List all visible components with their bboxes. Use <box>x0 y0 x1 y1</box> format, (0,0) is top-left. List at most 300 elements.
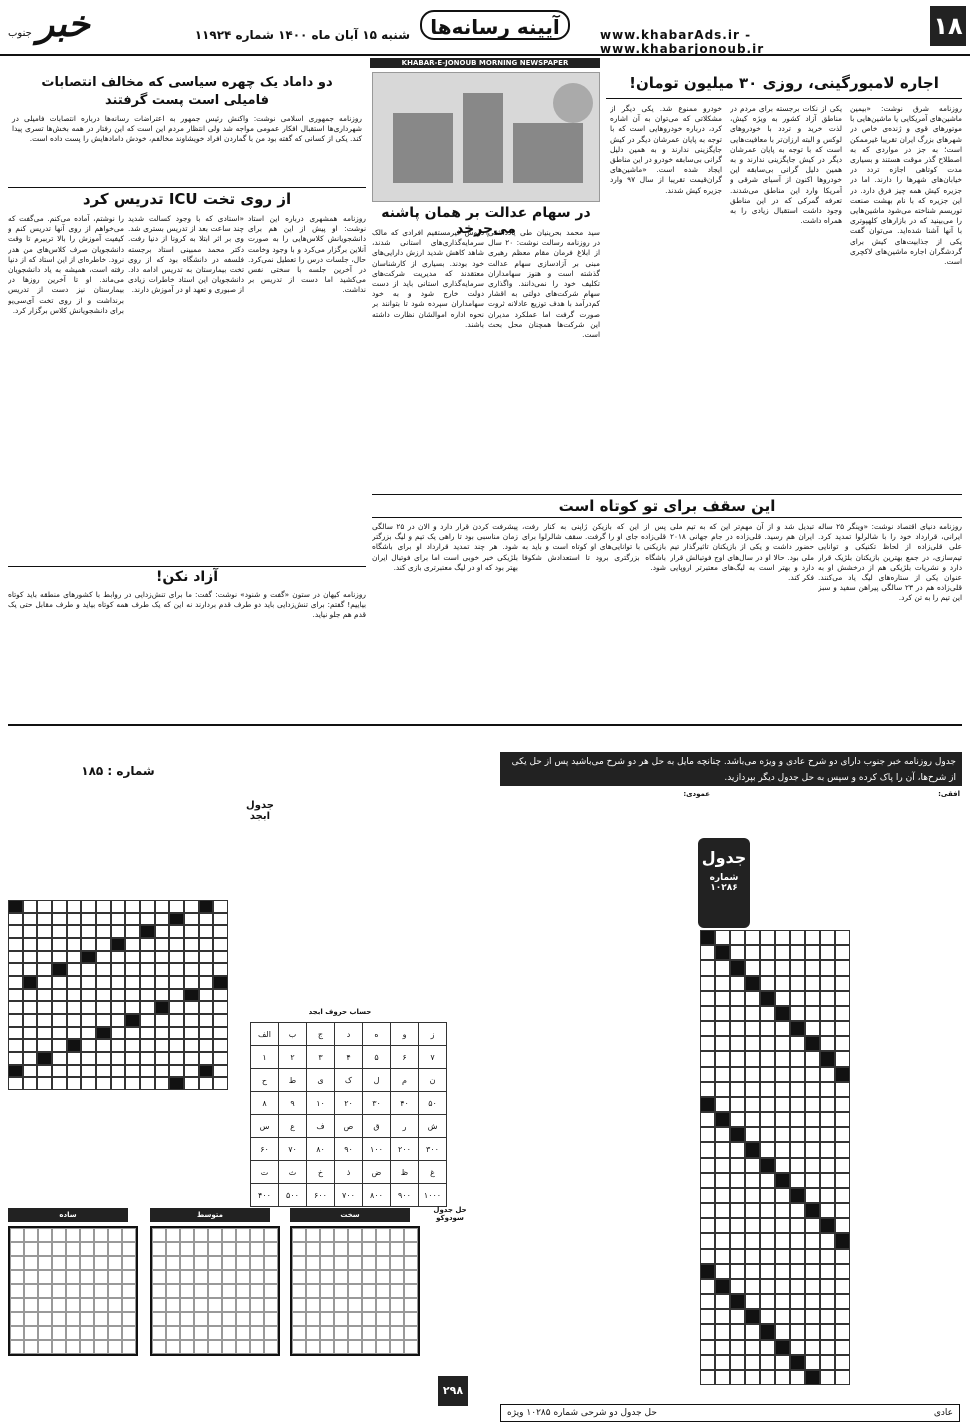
crossword-cell[interactable] <box>715 1264 730 1279</box>
crossword-cell[interactable] <box>715 1233 730 1248</box>
crossword-cell[interactable] <box>715 991 730 1006</box>
abjad-cell[interactable] <box>8 1052 23 1065</box>
sudoku-cell[interactable] <box>306 1270 320 1284</box>
crossword-cell[interactable] <box>730 1340 745 1355</box>
abjad-cell[interactable] <box>169 1001 184 1014</box>
sudoku-cell[interactable] <box>306 1242 320 1256</box>
crossword-cell[interactable] <box>730 1188 745 1203</box>
sudoku-cell[interactable] <box>152 1284 166 1298</box>
sudoku-cell[interactable] <box>236 1256 250 1270</box>
crossword-cell[interactable] <box>760 991 775 1006</box>
abjad-cell[interactable] <box>81 925 96 938</box>
crossword-cell[interactable] <box>790 1218 805 1233</box>
abjad-cell[interactable] <box>125 900 140 913</box>
sudoku-cell[interactable] <box>348 1340 362 1354</box>
crossword-cell[interactable] <box>760 1006 775 1021</box>
sudoku-cell[interactable] <box>38 1284 52 1298</box>
crossword-cell[interactable] <box>790 1142 805 1157</box>
sudoku-cell[interactable] <box>320 1242 334 1256</box>
abjad-cell[interactable] <box>125 1039 140 1052</box>
sudoku-cell[interactable] <box>108 1312 122 1326</box>
abjad-cell[interactable] <box>155 1039 170 1052</box>
abjad-cell[interactable] <box>8 938 23 951</box>
crossword-cell[interactable] <box>700 1097 715 1112</box>
abjad-cell[interactable] <box>52 1039 67 1052</box>
sudoku-cell[interactable] <box>306 1326 320 1340</box>
crossword-cell[interactable] <box>835 1173 850 1188</box>
crossword-cell[interactable] <box>715 1173 730 1188</box>
sudoku-cell[interactable] <box>320 1228 334 1242</box>
sudoku-cell[interactable] <box>10 1326 24 1340</box>
abjad-cell[interactable] <box>37 925 52 938</box>
crossword-cell[interactable] <box>715 1324 730 1339</box>
sudoku-cell[interactable] <box>24 1284 38 1298</box>
crossword-cell[interactable] <box>820 1158 835 1173</box>
abjad-cell[interactable] <box>37 951 52 964</box>
sudoku-cell[interactable] <box>334 1326 348 1340</box>
crossword-cell[interactable] <box>760 1021 775 1036</box>
crossword-cell[interactable] <box>715 1006 730 1021</box>
sudoku-cell[interactable] <box>108 1298 122 1312</box>
abjad-cell[interactable] <box>155 913 170 926</box>
crossword-cell[interactable] <box>775 1082 790 1097</box>
abjad-cell[interactable] <box>155 976 170 989</box>
sudoku-cell[interactable] <box>334 1242 348 1256</box>
crossword-cell[interactable] <box>730 1097 745 1112</box>
abjad-cell[interactable] <box>125 989 140 1002</box>
crossword-cell[interactable] <box>745 1142 760 1157</box>
sudoku-cell[interactable] <box>292 1270 306 1284</box>
sudoku-cell[interactable] <box>264 1284 278 1298</box>
crossword-cell[interactable] <box>790 1264 805 1279</box>
sudoku-cell[interactable] <box>390 1242 404 1256</box>
abjad-cell[interactable] <box>125 925 140 938</box>
crossword-cell[interactable] <box>745 1188 760 1203</box>
sudoku-cell[interactable] <box>52 1284 66 1298</box>
abjad-cell[interactable] <box>37 976 52 989</box>
sudoku-cell[interactable] <box>250 1270 264 1284</box>
crossword-cell[interactable] <box>745 1021 760 1036</box>
abjad-cell[interactable] <box>96 913 111 926</box>
abjad-cell[interactable] <box>67 1001 82 1014</box>
crossword-cell[interactable] <box>760 930 775 945</box>
crossword-cell[interactable] <box>775 945 790 960</box>
abjad-cell[interactable] <box>23 925 38 938</box>
abjad-cell[interactable] <box>81 989 96 1002</box>
sudoku-cell[interactable] <box>292 1340 306 1354</box>
sudoku-cell[interactable] <box>66 1256 80 1270</box>
sudoku-cell[interactable] <box>320 1256 334 1270</box>
crossword-cell[interactable] <box>760 1036 775 1051</box>
sudoku-cell[interactable] <box>52 1326 66 1340</box>
sudoku-cell[interactable] <box>404 1340 418 1354</box>
crossword-cell[interactable] <box>730 1218 745 1233</box>
crossword-cell[interactable] <box>790 1036 805 1051</box>
abjad-cell[interactable] <box>67 951 82 964</box>
sudoku-cell[interactable] <box>10 1298 24 1312</box>
abjad-cell[interactable] <box>81 1065 96 1078</box>
sudoku-cell[interactable] <box>194 1242 208 1256</box>
sudoku-cell[interactable] <box>292 1298 306 1312</box>
sudoku-cell[interactable] <box>306 1298 320 1312</box>
abjad-cell[interactable] <box>213 963 228 976</box>
sudoku-cell[interactable] <box>108 1228 122 1242</box>
sudoku-cell[interactable] <box>10 1340 24 1354</box>
sudoku-cell[interactable] <box>80 1242 94 1256</box>
crossword-cell[interactable] <box>760 1324 775 1339</box>
sudoku-cell[interactable] <box>66 1228 80 1242</box>
abjad-cell[interactable] <box>213 925 228 938</box>
sudoku-cell[interactable] <box>52 1228 66 1242</box>
abjad-cell[interactable] <box>23 951 38 964</box>
abjad-cell[interactable] <box>111 976 126 989</box>
crossword-cell[interactable] <box>775 976 790 991</box>
sudoku-cell[interactable] <box>52 1270 66 1284</box>
crossword-cell[interactable] <box>835 1067 850 1082</box>
sudoku-cell[interactable] <box>108 1270 122 1284</box>
abjad-cell[interactable] <box>81 963 96 976</box>
abjad-cell[interactable] <box>169 1027 184 1040</box>
sudoku-cell[interactable] <box>306 1284 320 1298</box>
sudoku-cell[interactable] <box>80 1228 94 1242</box>
abjad-cell[interactable] <box>155 938 170 951</box>
crossword-cell[interactable] <box>745 1279 760 1294</box>
sudoku-cell[interactable] <box>80 1340 94 1354</box>
sudoku-cell[interactable] <box>348 1298 362 1312</box>
abjad-cell[interactable] <box>81 1039 96 1052</box>
crossword-cell[interactable] <box>760 976 775 991</box>
crossword-cell[interactable] <box>715 1082 730 1097</box>
abjad-cell[interactable] <box>111 1052 126 1065</box>
abjad-cell[interactable] <box>96 1027 111 1040</box>
sudoku-cell[interactable] <box>122 1284 136 1298</box>
crossword-cell[interactable] <box>805 1294 820 1309</box>
abjad-cell[interactable] <box>125 1001 140 1014</box>
crossword-cell[interactable] <box>700 1279 715 1294</box>
abjad-cell[interactable] <box>23 1027 38 1040</box>
crossword-cell[interactable] <box>790 1324 805 1339</box>
crossword-cell[interactable] <box>745 1173 760 1188</box>
abjad-cell[interactable] <box>52 938 67 951</box>
crossword-cell[interactable] <box>745 1067 760 1082</box>
sudoku-cell[interactable] <box>38 1326 52 1340</box>
crossword-cell[interactable] <box>790 1203 805 1218</box>
sudoku-cell[interactable] <box>348 1228 362 1242</box>
crossword-cell[interactable] <box>835 1036 850 1051</box>
crossword-cell[interactable] <box>715 976 730 991</box>
abjad-cell[interactable] <box>8 1039 23 1052</box>
abjad-cell[interactable] <box>111 1001 126 1014</box>
crossword-cell[interactable] <box>790 1112 805 1127</box>
crossword-cell[interactable] <box>760 1051 775 1066</box>
sudoku-cell[interactable] <box>404 1270 418 1284</box>
abjad-cell[interactable] <box>169 1039 184 1052</box>
crossword-cell[interactable] <box>820 1279 835 1294</box>
sudoku-cell[interactable] <box>152 1242 166 1256</box>
sudoku-cell[interactable] <box>404 1298 418 1312</box>
abjad-cell[interactable] <box>81 1052 96 1065</box>
sudoku-cell[interactable] <box>24 1312 38 1326</box>
sudoku-cell[interactable] <box>94 1242 108 1256</box>
sudoku-cell[interactable] <box>80 1312 94 1326</box>
crossword-cell[interactable] <box>715 1309 730 1324</box>
abjad-cell[interactable] <box>213 989 228 1002</box>
sudoku-cell[interactable] <box>362 1340 376 1354</box>
sudoku-cell[interactable] <box>122 1270 136 1284</box>
crossword-cell[interactable] <box>820 1082 835 1097</box>
abjad-cell[interactable] <box>125 1027 140 1040</box>
abjad-cell[interactable] <box>37 1052 52 1065</box>
sudoku-cell[interactable] <box>320 1326 334 1340</box>
abjad-cell[interactable] <box>184 1027 199 1040</box>
abjad-cell[interactable] <box>23 989 38 1002</box>
crossword-cell[interactable] <box>835 1249 850 1264</box>
sudoku-cell[interactable] <box>180 1284 194 1298</box>
crossword-grid[interactable] <box>700 930 850 1385</box>
crossword-cell[interactable] <box>700 1127 715 1142</box>
sudoku-cell[interactable] <box>292 1312 306 1326</box>
sudoku-cell[interactable] <box>52 1242 66 1256</box>
sudoku-cell[interactable] <box>38 1270 52 1284</box>
crossword-cell[interactable] <box>730 1021 745 1036</box>
abjad-cell[interactable] <box>169 1065 184 1078</box>
crossword-cell[interactable] <box>820 1173 835 1188</box>
abjad-cell[interactable] <box>155 1052 170 1065</box>
crossword-cell[interactable] <box>700 1021 715 1036</box>
crossword-cell[interactable] <box>760 1340 775 1355</box>
crossword-cell[interactable] <box>745 1233 760 1248</box>
sudoku-cell[interactable] <box>80 1256 94 1270</box>
crossword-cell[interactable] <box>760 1279 775 1294</box>
sudoku-cell[interactable] <box>250 1340 264 1354</box>
crossword-cell[interactable] <box>820 1233 835 1248</box>
sudoku-cell[interactable] <box>264 1242 278 1256</box>
sudoku-cell[interactable] <box>236 1228 250 1242</box>
sudoku-cell[interactable] <box>166 1312 180 1326</box>
crossword-cell[interactable] <box>790 991 805 1006</box>
abjad-cell[interactable] <box>184 1065 199 1078</box>
sudoku-cell[interactable] <box>222 1228 236 1242</box>
sudoku-cell[interactable] <box>52 1312 66 1326</box>
crossword-cell[interactable] <box>745 1218 760 1233</box>
crossword-cell[interactable] <box>820 1188 835 1203</box>
sudoku-cell[interactable] <box>152 1340 166 1354</box>
crossword-cell[interactable] <box>775 930 790 945</box>
abjad-cell[interactable] <box>37 1065 52 1078</box>
sudoku-cell[interactable] <box>222 1242 236 1256</box>
crossword-cell[interactable] <box>700 945 715 960</box>
sudoku-cell[interactable] <box>334 1270 348 1284</box>
abjad-cell[interactable] <box>37 1027 52 1040</box>
abjad-cell[interactable] <box>213 1039 228 1052</box>
crossword-cell[interactable] <box>790 1279 805 1294</box>
crossword-cell[interactable] <box>730 1370 745 1385</box>
abjad-cell[interactable] <box>52 1077 67 1090</box>
crossword-cell[interactable] <box>760 1158 775 1173</box>
crossword-cell[interactable] <box>790 1097 805 1112</box>
sudoku-cell[interactable] <box>362 1326 376 1340</box>
crossword-cell[interactable] <box>805 1188 820 1203</box>
abjad-cell[interactable] <box>169 989 184 1002</box>
sudoku-cell[interactable] <box>348 1326 362 1340</box>
sudoku-cell[interactable] <box>180 1256 194 1270</box>
sudoku-cell[interactable] <box>66 1270 80 1284</box>
crossword-cell[interactable] <box>775 1355 790 1370</box>
crossword-cell[interactable] <box>745 1097 760 1112</box>
abjad-cell[interactable] <box>169 1077 184 1090</box>
crossword-cell[interactable] <box>820 1218 835 1233</box>
sudoku-cell[interactable] <box>208 1228 222 1242</box>
abjad-cell[interactable] <box>199 976 214 989</box>
abjad-cell[interactable] <box>67 1039 82 1052</box>
crossword-cell[interactable] <box>835 1158 850 1173</box>
sudoku-cell[interactable] <box>404 1326 418 1340</box>
crossword-cell[interactable] <box>790 1173 805 1188</box>
abjad-cell[interactable] <box>213 938 228 951</box>
abjad-cell[interactable] <box>37 1001 52 1014</box>
abjad-cell[interactable] <box>37 963 52 976</box>
crossword-cell[interactable] <box>820 1036 835 1051</box>
abjad-cell[interactable] <box>81 1014 96 1027</box>
abjad-cell[interactable] <box>81 1077 96 1090</box>
crossword-cell[interactable] <box>775 1264 790 1279</box>
crossword-cell[interactable] <box>835 1021 850 1036</box>
abjad-cell[interactable] <box>199 1077 214 1090</box>
abjad-cell[interactable] <box>81 913 96 926</box>
abjad-cell[interactable] <box>23 1052 38 1065</box>
abjad-cell[interactable] <box>37 938 52 951</box>
sudoku-cell[interactable] <box>390 1270 404 1284</box>
crossword-cell[interactable] <box>700 1051 715 1066</box>
crossword-cell[interactable] <box>715 1158 730 1173</box>
abjad-cell[interactable] <box>199 1065 214 1078</box>
sudoku-cell[interactable] <box>122 1340 136 1354</box>
sudoku-easy[interactable] <box>8 1226 138 1356</box>
sudoku-cell[interactable] <box>180 1312 194 1326</box>
crossword-cell[interactable] <box>760 1355 775 1370</box>
sudoku-cell[interactable] <box>390 1298 404 1312</box>
crossword-cell[interactable] <box>760 1188 775 1203</box>
sudoku-cell[interactable] <box>362 1242 376 1256</box>
sudoku-cell[interactable] <box>180 1228 194 1242</box>
sudoku-cell[interactable] <box>122 1312 136 1326</box>
abjad-cell[interactable] <box>81 951 96 964</box>
abjad-cell[interactable] <box>81 900 96 913</box>
abjad-cell[interactable] <box>140 938 155 951</box>
abjad-cell[interactable] <box>184 989 199 1002</box>
crossword-cell[interactable] <box>835 960 850 975</box>
crossword-cell[interactable] <box>745 1006 760 1021</box>
crossword-cell[interactable] <box>760 1370 775 1385</box>
crossword-cell[interactable] <box>730 1158 745 1173</box>
crossword-cell[interactable] <box>820 1264 835 1279</box>
sudoku-cell[interactable] <box>264 1312 278 1326</box>
abjad-cell[interactable] <box>67 900 82 913</box>
sudoku-cell[interactable] <box>38 1228 52 1242</box>
abjad-cell[interactable] <box>67 1077 82 1090</box>
abjad-cell[interactable] <box>111 925 126 938</box>
abjad-cell[interactable] <box>125 938 140 951</box>
crossword-cell[interactable] <box>805 1249 820 1264</box>
sudoku-cell[interactable] <box>122 1228 136 1242</box>
crossword-cell[interactable] <box>790 930 805 945</box>
sudoku-cell[interactable] <box>194 1270 208 1284</box>
sudoku-cell[interactable] <box>306 1312 320 1326</box>
crossword-cell[interactable] <box>790 1067 805 1082</box>
sudoku-cell[interactable] <box>152 1298 166 1312</box>
abjad-cell[interactable] <box>199 938 214 951</box>
crossword-cell[interactable] <box>760 1264 775 1279</box>
crossword-cell[interactable] <box>730 1067 745 1082</box>
abjad-cell[interactable] <box>169 976 184 989</box>
crossword-cell[interactable] <box>775 1051 790 1066</box>
crossword-cell[interactable] <box>760 1173 775 1188</box>
sudoku-cell[interactable] <box>94 1228 108 1242</box>
crossword-cell[interactable] <box>835 1006 850 1021</box>
crossword-cell[interactable] <box>700 1355 715 1370</box>
crossword-cell[interactable] <box>790 976 805 991</box>
abjad-cell[interactable] <box>96 963 111 976</box>
sudoku-cell[interactable] <box>306 1256 320 1270</box>
crossword-cell[interactable] <box>835 1264 850 1279</box>
sudoku-cell[interactable] <box>362 1312 376 1326</box>
sudoku-cell[interactable] <box>390 1312 404 1326</box>
abjad-cell[interactable] <box>52 1027 67 1040</box>
crossword-cell[interactable] <box>835 1324 850 1339</box>
crossword-cell[interactable] <box>730 1355 745 1370</box>
sudoku-cell[interactable] <box>194 1256 208 1270</box>
abjad-cell[interactable] <box>37 913 52 926</box>
crossword-cell[interactable] <box>835 1112 850 1127</box>
abjad-cell[interactable] <box>199 989 214 1002</box>
sudoku-cell[interactable] <box>320 1340 334 1354</box>
abjad-cell[interactable] <box>169 1014 184 1027</box>
crossword-cell[interactable] <box>760 1233 775 1248</box>
crossword-cell[interactable] <box>745 930 760 945</box>
crossword-cell[interactable] <box>730 1203 745 1218</box>
crossword-cell[interactable] <box>775 1203 790 1218</box>
crossword-cell[interactable] <box>775 991 790 1006</box>
abjad-cell[interactable] <box>37 900 52 913</box>
abjad-cell[interactable] <box>199 963 214 976</box>
sudoku-cell[interactable] <box>334 1284 348 1298</box>
sudoku-cell[interactable] <box>108 1340 122 1354</box>
sudoku-cell[interactable] <box>292 1326 306 1340</box>
abjad-cell[interactable] <box>111 1014 126 1027</box>
crossword-cell[interactable] <box>820 930 835 945</box>
crossword-cell[interactable] <box>745 991 760 1006</box>
abjad-cell[interactable] <box>213 1014 228 1027</box>
sudoku-cell[interactable] <box>52 1298 66 1312</box>
crossword-cell[interactable] <box>730 1294 745 1309</box>
abjad-cell[interactable] <box>8 1065 23 1078</box>
abjad-cell[interactable] <box>140 963 155 976</box>
crossword-cell[interactable] <box>730 1279 745 1294</box>
sudoku-cell[interactable] <box>166 1284 180 1298</box>
crossword-cell[interactable] <box>835 1233 850 1248</box>
sudoku-cell[interactable] <box>362 1270 376 1284</box>
crossword-cell[interactable] <box>760 1203 775 1218</box>
abjad-cell[interactable] <box>81 1001 96 1014</box>
crossword-cell[interactable] <box>700 976 715 991</box>
sudoku-cell[interactable] <box>94 1298 108 1312</box>
sudoku-cell[interactable] <box>208 1298 222 1312</box>
sudoku-cell[interactable] <box>236 1340 250 1354</box>
sudoku-cell[interactable] <box>362 1228 376 1242</box>
sudoku-cell[interactable] <box>236 1326 250 1340</box>
crossword-cell[interactable] <box>760 945 775 960</box>
abjad-cell[interactable] <box>96 1039 111 1052</box>
